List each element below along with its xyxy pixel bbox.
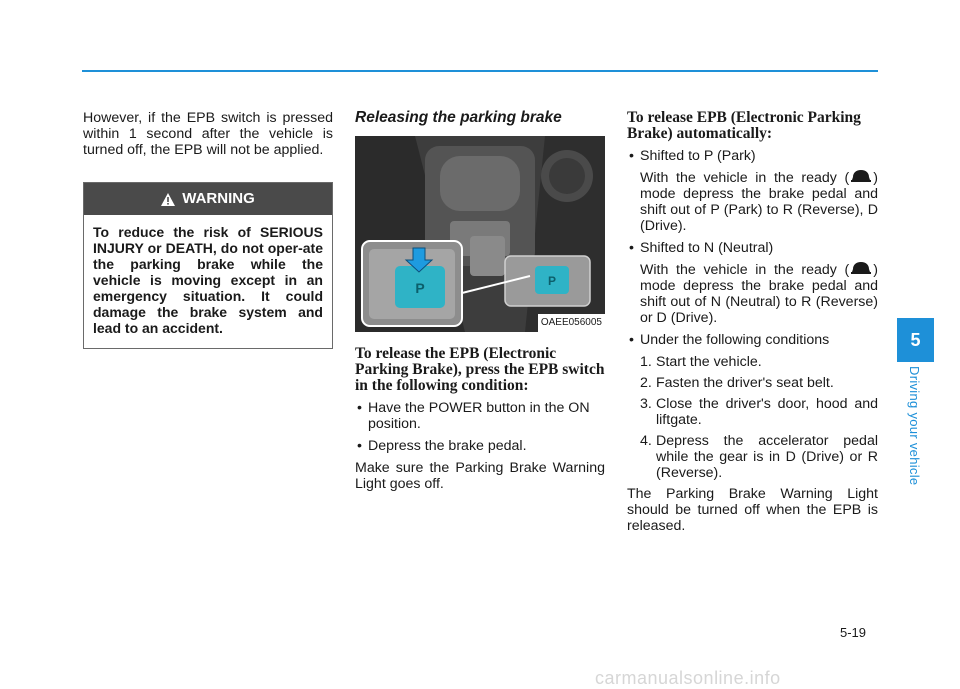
release-condition-heading: To release the EPB (Electronic Parking Brake), press the EPB switch in the following condition:	[355, 345, 605, 394]
chapter-title: Driving your vehicle	[907, 366, 922, 486]
warning-box	[83, 182, 333, 349]
numbered-step	[627, 433, 878, 481]
list-item	[355, 400, 605, 432]
list-item	[355, 438, 605, 454]
warning-header	[84, 183, 332, 215]
warning-text: To reduce the risk of SERIOUS INJURY or DEATH, do not oper-ate the parking brake while the vehicle is moving except in an emergency situation. It could damage the brake system and lead to an accident.	[93, 224, 323, 336]
list-item-detail	[627, 170, 878, 234]
bullet-dot: •	[357, 438, 362, 454]
console-illustration	[355, 136, 605, 332]
chapter-number: 5	[910, 329, 921, 350]
numbered-step	[627, 396, 878, 428]
list-item	[627, 332, 878, 348]
chapter-tab	[897, 318, 934, 362]
ready-car-icon	[850, 168, 872, 184]
step-number: 1.	[640, 354, 652, 370]
step-number: 2.	[640, 375, 652, 391]
page-number: 5-19	[840, 625, 867, 640]
list-item-label: Shifted to N (Neutral)	[640, 240, 774, 256]
closing-paragraph: The Parking Brake Warning Light should be turned off when the EPB is released.	[627, 486, 878, 534]
svg-text:P: P	[547, 274, 557, 288]
auto-release-heading: To release EPB (Electronic Parking Brake) automatically:	[627, 109, 861, 142]
bullet-dot: •	[629, 148, 634, 164]
step-text: Close the driver's door, hood and liftgate.	[656, 396, 878, 428]
intro-paragraph: However, if the EPB switch is pressed within 1 second after the vehicle is turned off, the EPB will not be applied.	[83, 110, 333, 158]
step-text: Fasten the driver's seat belt.	[656, 375, 834, 391]
section-heading: Releasing the parking brake	[355, 109, 562, 126]
column-right	[627, 110, 878, 540]
ready-car-icon	[850, 260, 872, 276]
list-item-text: Depress the brake pedal.	[368, 438, 527, 454]
bullet-dot: •	[629, 240, 634, 256]
detail-text-after: ) mode depress the brake pedal and shift out of P (Park) to R (Reverse), D (Drive).	[640, 170, 878, 234]
detail-text-before: With the vehicle in the ready (	[640, 170, 850, 186]
closing-paragraph: Make sure the Parking Brake Warning Light goes off.	[355, 460, 605, 492]
numbered-step	[627, 354, 878, 370]
watermark: carmanualsonline.info	[595, 668, 781, 688]
photo-code: OAEE056005	[538, 314, 605, 332]
list-item-label: Shifted to P (Park)	[640, 148, 756, 164]
list-item	[627, 240, 878, 256]
list-item-detail	[627, 262, 878, 326]
step-text: Start the vehicle.	[656, 354, 762, 370]
epb-switch-photo	[355, 136, 605, 332]
numbered-step	[627, 375, 878, 391]
list-item-label: Under the following conditions	[640, 332, 830, 348]
warning-title: WARNING	[182, 190, 255, 207]
column-middle	[355, 110, 605, 498]
warning-triangle-icon	[161, 193, 175, 206]
top-rule	[82, 70, 878, 72]
list-item	[627, 148, 878, 164]
bullet-dot: •	[629, 332, 634, 348]
list-item-text: Have the POWER button in the ON position.	[368, 400, 590, 432]
column-left	[83, 110, 333, 349]
bullet-dot: •	[357, 400, 362, 416]
step-number: 3.	[640, 396, 652, 412]
step-number: 4.	[640, 433, 652, 449]
detail-text-before: With the vehicle in the ready (	[640, 262, 850, 278]
svg-text:P: P	[415, 280, 425, 296]
detail-text-after: ) mode depress the brake pedal and shift out of N (Neutral) to R (Reverse) or D (Drive).	[640, 262, 878, 326]
step-text: Depress the accelerator pedal while the gear is in D (Drive) or R (Reverse).	[656, 433, 878, 481]
